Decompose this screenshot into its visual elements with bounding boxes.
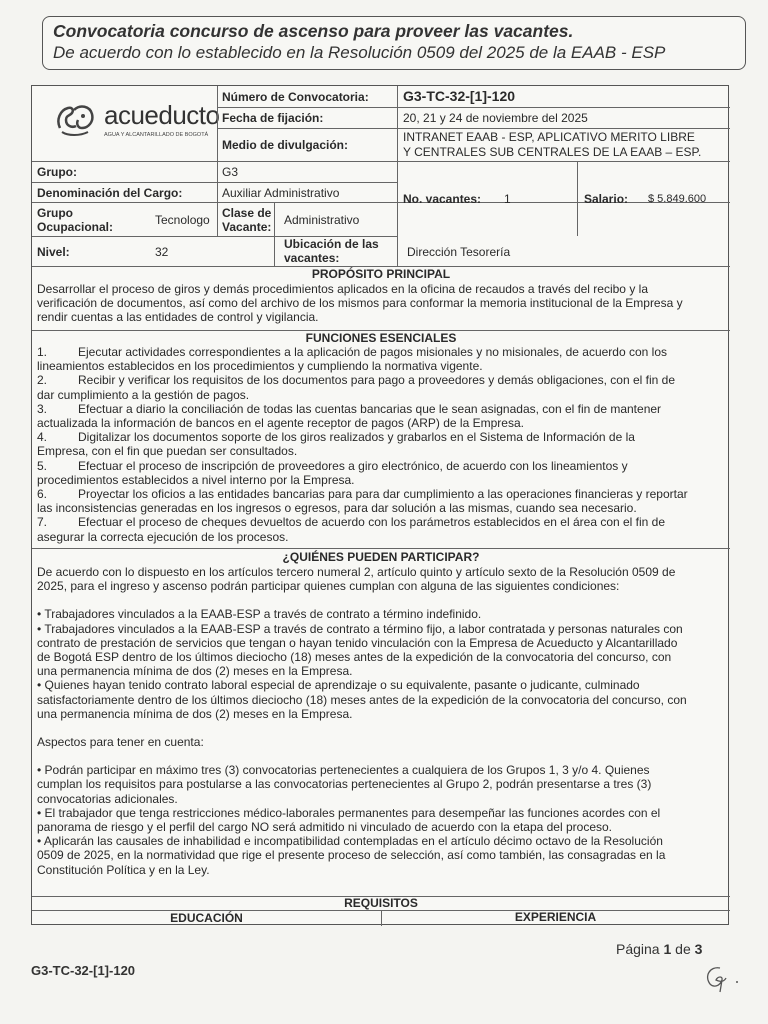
experiencia-heading: EXPERIENCIA <box>514 910 597 924</box>
funcion-text-cont: actualizada la información de bancos en el agente receptor de pagos (ARP) de la Empresa. <box>37 416 524 431</box>
aspecto-1-line: cumplan los requisitos para postularse a las convocatorias pertenecientes al Grupo 2, podrán presentarse a tres (3) <box>37 777 652 792</box>
funcion-text: Proyectar los oficios a las entidades bancarias para para dar cumplimiento a las operaciones financieras y reportar <box>78 487 688 502</box>
aspecto-3-line: 0509 de 2025, en la normatividad que rige el presente proceso de selección, así como también, las consagradas en la <box>37 848 666 863</box>
ubicacion-label-1: Ubicación de las <box>284 237 379 251</box>
condicion-2-line: • Trabajadores vinculados a la EAAB-ESP a través de contrato a término fijo, a labor contratada y personas naturales con <box>37 621 683 636</box>
quienes-intro-1: De acuerdo con lo dispuesto en los artículos tercero numeral 2, artículo quinto y artículo sexto de la Resolución 0509 de <box>37 565 676 579</box>
logo-wordmark: acueducto <box>104 100 220 130</box>
denominacion-label: Denominación del Cargo: <box>37 186 183 200</box>
funcion-text-cont: dar cumplimiento a la gestión de pagos. <box>37 387 250 402</box>
funcion-item <box>37 487 723 501</box>
funcion-item <box>37 430 723 444</box>
funcion-text: Efectuar el proceso de cheques devueltos de acuerdo con los parámetros establecidos en el área con el fin de <box>78 515 666 530</box>
funcion-num: 1. <box>37 345 48 359</box>
funcion-item <box>37 402 723 416</box>
proposito-line: Desarrollar el proceso de giros y demás procedimientos aplicados en la oficina de recaudos a través del recibo y la <box>37 282 648 296</box>
aspecto-3-line: • Aplicarán las causales de inhabilidad e incompatibilidad contempladas en el artículo décimo octavo de la Resolución <box>37 834 663 849</box>
funcion-num: 6. <box>37 487 48 502</box>
salario-label: Salario: <box>584 192 629 206</box>
header-title: Convocatoria concurso de ascenso para proveer las vacantes. <box>53 21 574 41</box>
medio-value-2: Y CENTRALES SUB CENTRALES DE LA EAAB – ESP. <box>403 145 702 159</box>
funcion-text-cont: procedimientos establecidos a nivel interno por la Empresa. <box>37 472 355 487</box>
proposito-text <box>37 282 723 325</box>
numero-value: G3-TC-32-[1]-120 <box>403 88 516 104</box>
clase-label-1: Clase de <box>222 206 272 220</box>
signature-mark <box>700 960 744 994</box>
fecha-label: Fecha de fijación: <box>222 111 324 125</box>
aspectos-heading: Aspectos para tener en cuenta: <box>37 735 204 750</box>
funcion-num: 4. <box>37 430 48 445</box>
document-header <box>42 16 746 70</box>
funciones-title: FUNCIONES ESENCIALES <box>305 331 457 345</box>
funcion-text: Ejecutar actividades correspondientes a la aplicación de pagos misionales y no misionales, de acuerdo con los <box>78 345 668 359</box>
fecha-value: 20, 21 y 24 de noviembre del 2025 <box>403 111 588 125</box>
funciones-list <box>37 345 723 544</box>
funcion-item <box>37 345 723 359</box>
funcion-text: Efectuar el proceso de inscripción de proveedores a giro electrónico, de acuerdo con los lineamientos y <box>78 458 628 473</box>
aspecto-3-line: Constitución Política y en la Ley. <box>37 862 210 877</box>
condicion-2-line: contrato de prestación de servicios que tengan o hayan tenido vinculación con la Empresa de Acueducto y Alcantarillado <box>37 635 678 650</box>
aspecto-1-line: convocatorias adicionales. <box>37 791 178 806</box>
ubicacion-label-2: vacantes: <box>284 251 340 265</box>
vacantes-label: No. vacantes: <box>403 192 482 206</box>
page-of: de <box>675 941 691 957</box>
ubicacion-value: Dirección Tesorería <box>407 245 511 259</box>
nivel-label: Nivel: <box>37 245 70 259</box>
funcion-text-cont: asegurar la correcta ejecución de los procesos. <box>37 529 289 544</box>
funcion-num: 5. <box>37 458 48 473</box>
condicion-3-line: • Quienes hayan tenido contrato laboral especial de aprendizaje o su equivalente, pasante o judicante, culminado <box>37 678 640 693</box>
convocatoria-table <box>31 85 729 925</box>
funcion-item <box>37 459 723 473</box>
quienes-intro-2: 2025, para el ingreso y ascenso podrán participar quienes cumplan con alguna de las siguientes condiciones: <box>37 579 620 594</box>
funcion-text: Digitalizar los documentos soporte de los giros realizados y grabarlos en el Sistema de Información de la <box>78 430 635 445</box>
funcion-text-cont: las inconsistencias generadas en los ingresos o egresos, para dar solución a las mismas, cuando sea necesario. <box>37 501 637 516</box>
funcion-text-cont: Empresa, con el fin que puedan ser consultados. <box>37 444 298 459</box>
condicion-3-line: satisfactoriamente dentro de los últimos dieciocho (18) meses antes de la expedición de la convocatoria del concurso, con <box>37 692 687 707</box>
condicion-3-line: una permanencia mínima de dos (2) meses en la Empresa. <box>37 706 353 721</box>
grupo-value: G3 <box>222 165 239 179</box>
aspecto-1-line: • Podrán participar en máximo tres (3) convocatorias pertenecientes a cualquiera de los Grupos 1, 3 y/o 4. Quienes <box>37 763 650 778</box>
logo-icon <box>52 98 100 142</box>
grupo-ocupacional-value: Tecnologo <box>155 213 210 227</box>
page-number <box>616 941 702 957</box>
funcion-num: 7. <box>37 515 48 530</box>
numero-label: Número de Convocatoria: <box>222 90 369 104</box>
page-current: 1 <box>663 941 672 957</box>
footer-code: G3-TC-32-[1]-120 <box>31 963 136 978</box>
grupo-ocupacional-label-2: Ocupacional: <box>37 220 114 234</box>
funcion-num: 3. <box>37 401 48 416</box>
requisitos-title: REQUISITOS <box>344 896 418 910</box>
aspecto-2-line: • El trabajador que tenga restricciones médico-laborales permanentes para desempeñar las funciones acordes con el <box>37 805 661 820</box>
vacantes-value: 1 <box>504 192 511 206</box>
medio-value-1: INTRANET EAAB - ESP, APLICATIVO MERITO LIBRE <box>403 130 695 144</box>
condicion-2-line: una permanencia mínima de dos (2) meses en la Empresa. <box>37 664 353 679</box>
medio-label: Medio de divulgación: <box>222 138 349 152</box>
salario-value: $ 5.849.600 <box>648 193 707 205</box>
header-subtitle: De acuerdo con lo establecido en la Resolución 0509 del 2025 de la EAAB - ESP <box>53 43 666 62</box>
aspecto-2-line: panorama de riesgo y el perfil del cargo NO será admitido ni vinculado de acuerdo con la etapa del proceso. <box>37 820 613 835</box>
clase-value: Administrativo <box>284 213 360 227</box>
grupo-label: Grupo: <box>37 165 77 179</box>
proposito-title: PROPÓSITO PRINCIPAL <box>311 267 451 281</box>
condicion-1: • Trabajadores vinculados a la EAAB-ESP a través de contrato a término indefinido. <box>37 607 482 622</box>
condicion-2-line: de Bogotá ESP dentro de los últimos dieciocho (18) meses antes de la expedición de la convocatoria del concurso, con <box>37 650 672 665</box>
quienes-title: ¿QUIÉNES PUEDEN PARTICIPAR? <box>282 550 480 564</box>
funcion-item <box>37 373 723 387</box>
funcion-text: Efectuar a diario la conciliación de todas las cuentas bancarias que le sean asignadas, con el fin de mantener <box>78 401 662 416</box>
denominacion-value: Auxiliar Administrativo <box>222 186 340 200</box>
funcion-num: 2. <box>37 373 48 388</box>
funcion-item <box>37 515 723 529</box>
proposito-line: verificación de documentos, así como del archivo de los mismos para conformar la memoria institucional de la Empresa y <box>37 296 683 311</box>
nivel-value: 32 <box>155 245 169 259</box>
logo-tagline: AGUA Y ALCANTARILLADO DE BOGOTÁ <box>104 132 209 138</box>
educacion-heading: EDUCACIÓN <box>170 911 243 925</box>
acueducto-logo <box>52 96 222 146</box>
clase-label-2: Vacante: <box>222 220 272 234</box>
quienes-text <box>37 565 723 877</box>
funcion-text: Recibir y verificar los requisitos de los documentos para pago a proveedores y demás obligaciones, con el fin de <box>78 373 675 388</box>
grupo-ocupacional-label-1: Grupo <box>37 206 73 220</box>
page-total: 3 <box>694 941 703 957</box>
proposito-line: rendir cuentas a las entidades de control y vigilancia. <box>37 310 319 325</box>
funcion-text-cont: lineamientos establecidos en los procedimientos y cumpliendo la normativa vigente. <box>37 359 483 374</box>
page-label: Página <box>616 941 660 957</box>
